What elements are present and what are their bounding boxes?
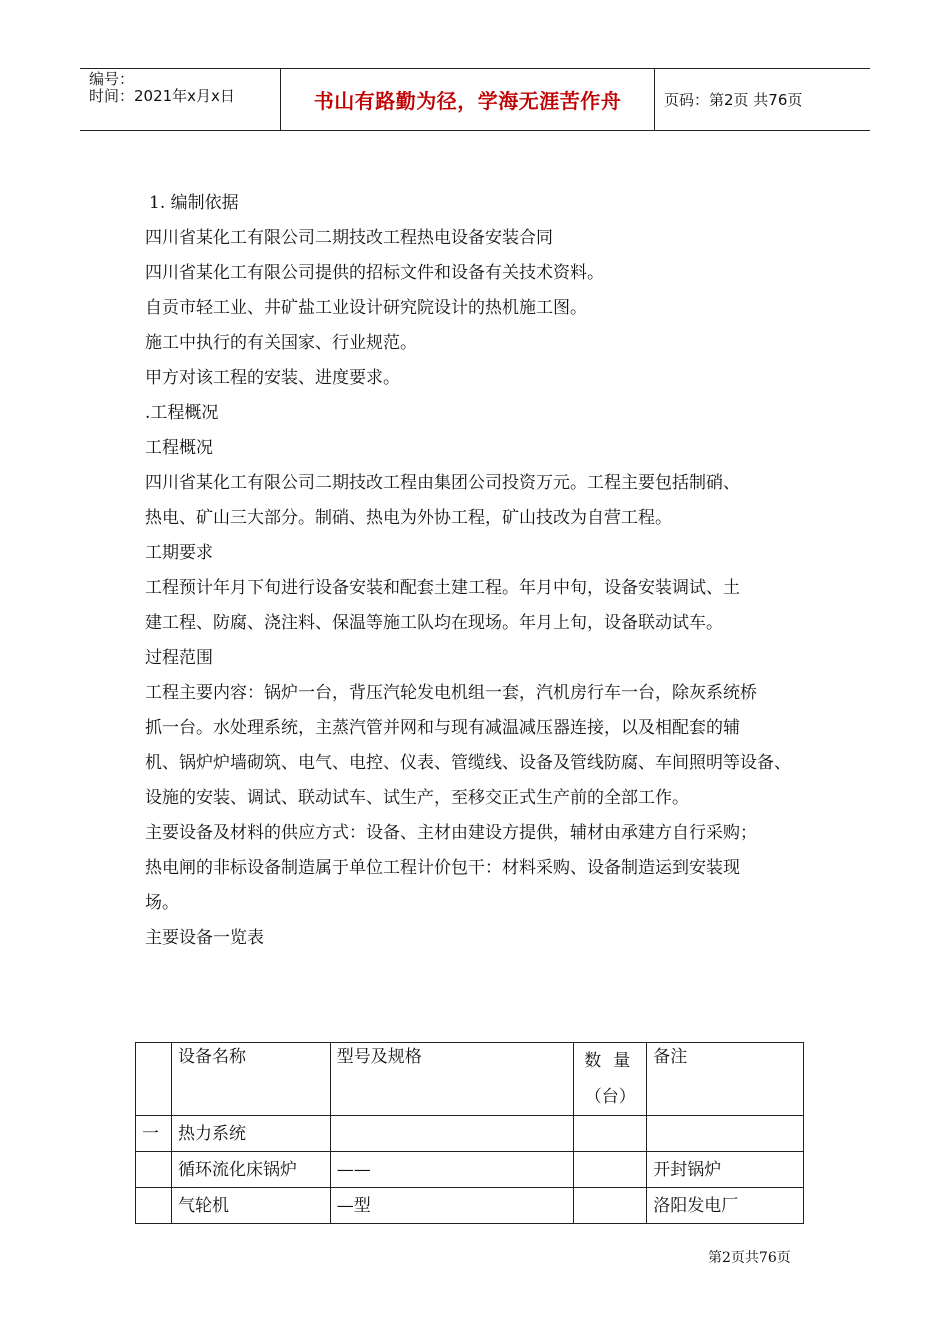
quantity-label-a: 数 bbox=[584, 1051, 602, 1071]
motto-text: 书山有路勤为径，学海无涯苦作舟 bbox=[313, 89, 622, 113]
table-row bbox=[136, 1116, 804, 1152]
basis-item: 施工中执行的有关国家、行业规范。 bbox=[145, 333, 417, 353]
paragraph-line: 四川省某化工有限公司二期技改工程由集团公司投资万元。工程主要包括制硝、 bbox=[145, 473, 740, 493]
page-footer: 第2页共76页 bbox=[708, 1250, 791, 1266]
doc-number-label: 编号： bbox=[89, 70, 135, 88]
paragraph-line: 抓一台。水处理系统，主蒸汽管并网和与现有减温减压器连接，以及相配套的辅 bbox=[145, 718, 740, 738]
cell-quantity bbox=[574, 1188, 647, 1224]
cell-name: 气轮机 bbox=[171, 1188, 330, 1224]
basis-item: 四川省某化工有限公司二期技改工程热电设备安装合同 bbox=[145, 228, 553, 248]
quantity-label-b: 量 bbox=[613, 1051, 631, 1071]
header-motto bbox=[281, 69, 655, 130]
basis-item: 四川省某化工有限公司提供的招标文件和设备有关技术资料。 bbox=[145, 263, 604, 283]
overview-paragraph bbox=[145, 470, 815, 532]
schedule-paragraph bbox=[145, 575, 815, 637]
section-heading-overview: .工程概况 bbox=[145, 403, 219, 423]
cell-note bbox=[647, 1116, 804, 1152]
header-cell-index bbox=[136, 1043, 172, 1116]
paragraph-line: 场。 bbox=[145, 893, 179, 913]
cell-name: 热力系统 bbox=[171, 1116, 330, 1152]
section-heading-basis: 1. 编制依据 bbox=[149, 193, 239, 213]
header-page-code: 页码：第2页 共76页 bbox=[664, 91, 803, 109]
cell-index bbox=[136, 1152, 172, 1188]
page-header bbox=[80, 68, 870, 131]
paragraph-line: 机、锅炉炉墙砌筑、电气、电控、仪表、管缆线、设备及管线防腐、车间照明等设备、 bbox=[145, 753, 791, 773]
cell-quantity bbox=[574, 1152, 647, 1188]
paragraph-line: 主要设备及材料的供应方式：设备、主材由建设方提供，辅材由承建方自行采购； bbox=[145, 823, 757, 843]
quantity-unit: （台） bbox=[584, 1087, 636, 1107]
paragraph-line: 工程主要内容：锅炉一台，背压汽轮发电机组一套，汽机房行车一台，除灰系统桥 bbox=[145, 683, 757, 703]
table-row bbox=[136, 1152, 804, 1188]
table-row bbox=[136, 1188, 804, 1224]
scope-paragraph bbox=[145, 680, 815, 812]
header-meta bbox=[80, 69, 281, 130]
supply-paragraph bbox=[145, 820, 815, 917]
paragraph-line: 建工程、防腐、浇注料、保温等施工队均在现场。年月上旬，设备联动试车。 bbox=[145, 613, 723, 633]
cell-index bbox=[136, 1188, 172, 1224]
subheading-equipment-list: 主要设备一览表 bbox=[145, 928, 264, 948]
header-cell-name: 设备名称 bbox=[171, 1043, 330, 1116]
document-body bbox=[145, 190, 815, 960]
subheading-scope: 过程范围 bbox=[145, 648, 213, 668]
paragraph-line: 设施的安装、调试、联动试车、试生产，至移交正式生产前的全部工作。 bbox=[145, 788, 689, 808]
basis-item: 自贡市轻工业、井矿盐工业设计研究院设计的热机施工图。 bbox=[145, 298, 587, 318]
cell-index: 一 bbox=[136, 1116, 172, 1152]
paragraph-line: 热电闸的非标设备制造属于单位工程计价包干：材料采购、设备制造运到安装现 bbox=[145, 858, 740, 878]
header-cell-model: 型号及规格 bbox=[330, 1043, 574, 1116]
time-label: 时间：2021年x月x日 bbox=[89, 87, 235, 105]
cell-name: 循环流化床锅炉 bbox=[171, 1152, 330, 1188]
cell-quantity bbox=[574, 1116, 647, 1152]
cell-model bbox=[330, 1116, 574, 1152]
cell-model: —型 bbox=[330, 1188, 574, 1224]
subheading-overview: 工程概况 bbox=[145, 438, 213, 458]
basis-item: 甲方对该工程的安装、进度要求。 bbox=[145, 368, 400, 388]
header-cell-quantity bbox=[574, 1043, 647, 1116]
cell-model: —— bbox=[330, 1152, 574, 1188]
equipment-table bbox=[135, 1042, 804, 1224]
header-cell-note: 备注 bbox=[647, 1043, 804, 1116]
subheading-schedule: 工期要求 bbox=[145, 543, 213, 563]
cell-note: 开封锅炉 bbox=[647, 1152, 804, 1188]
paragraph-line: 热电、矿山三大部分。制硝、热电为外协工程，矿山技改为自营工程。 bbox=[145, 508, 672, 528]
table-header-row bbox=[136, 1043, 804, 1116]
paragraph-line: 工程预计年月下旬进行设备安装和配套土建工程。年月中旬，设备安装调试、土 bbox=[145, 578, 740, 598]
cell-note: 洛阳发电厂 bbox=[647, 1188, 804, 1224]
